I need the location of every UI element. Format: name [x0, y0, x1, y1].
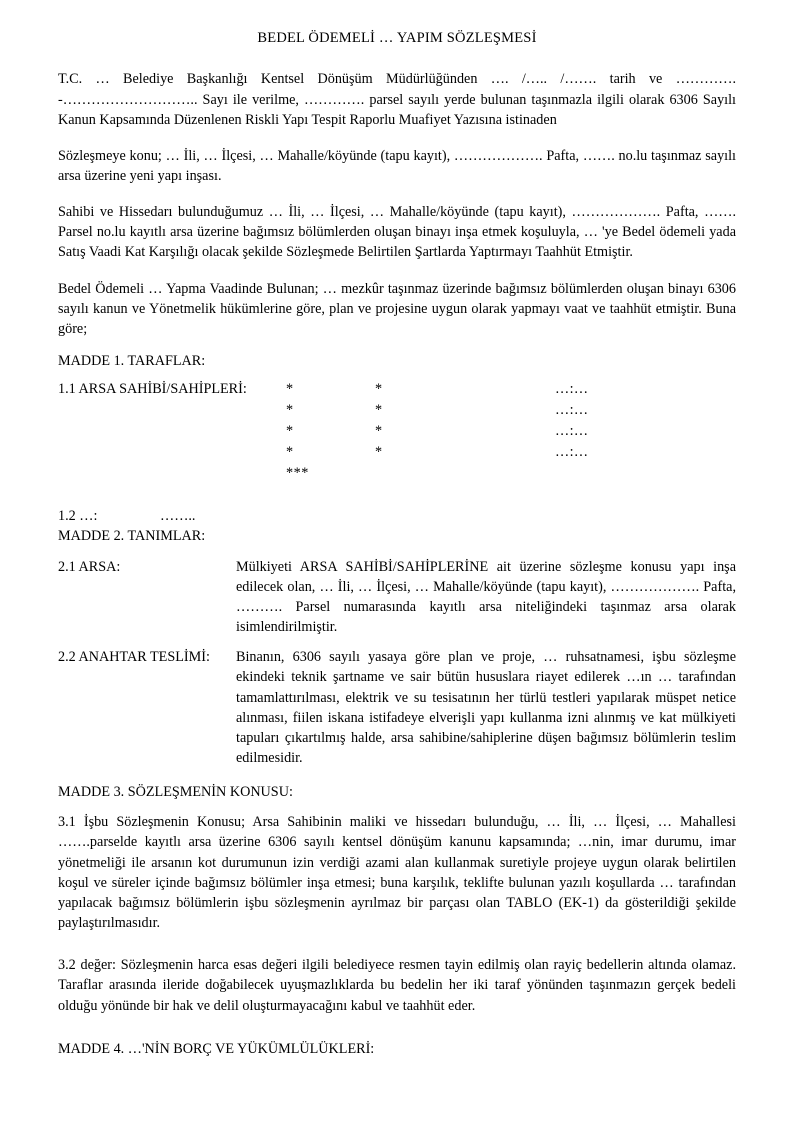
owner-share-value: …:…: [555, 381, 589, 398]
item-3-2-paragraph: 3.2 değer: Sözleşmenin harca esas değeri ilgili belediyece resmen tayin edilmiş olan rayiç bedellerin altında olamaz. Taraflar arasında ileride doğabilecek uyuşmazlıklarda bu bedelin her iki taraf yönünden taşınmazın gerçek bedeli olduğu yönünde bir hak ve delil oluşturmayacağını kabul ve taahhüt eder.: [58, 957, 736, 1014]
owner-share-value: [555, 463, 675, 484]
owner-marker-1: *: [286, 444, 294, 461]
owner-share-value: …:…: [555, 444, 589, 461]
owner-marker-2: *: [375, 444, 383, 461]
owner-marker-2: [375, 463, 555, 484]
table-row: [286, 421, 736, 442]
table-row: [286, 379, 736, 400]
owner-marker-1: *: [286, 381, 294, 398]
subject-paragraph: Sözleşmeye konu; … İli, … İlçesi, … Mahalle/köyünde (tapu kayıt), ………………. Pafta, ……. no.lu taşınmaz sayılı arsa üzerine yeni yapı inşası.: [58, 147, 736, 185]
spacer: [58, 186, 736, 202]
arsa-owners-grid: [286, 379, 736, 484]
spacer: [58, 547, 736, 557]
table-row: [286, 463, 736, 484]
promise-paragraph: Bedel Ödemeli … Yapma Vaadinde Bulunan; … mezkûr taşınmaz üzerinde bağımsız bölümlerden oluşan binayı 6306 sayılı kanun ve Yönetmelik hükümlerine göre, plan ve projesine uygun olarak yapmayı vaat ve taahhüt etmiştir. Buna göre;: [58, 280, 736, 337]
owner-marker-2: *: [375, 381, 383, 398]
definition-body: Binanın, 6306 sayılı yasaya göre plan ve proje, … ruhsatnamesi, işbu sözleşme ekindeki teknik şartname ve sair bütün hususlara riayet edilerek …ın … tarafından tamamlattırılması, elektrik ve su tesisatının her türlü testleri yapılarak müspet netice alınması, fiilen iskana istifadeye elverişli yapı kullanma izni alınmış ve kat mülkiyeti tapuları çıkartılmış halde, arsa sahibine/sahiplerine düşen bağımsız bölümlerin teslim edilmesidir.: [236, 649, 736, 766]
item-1-2-value: ……..: [160, 508, 196, 525]
spacer: [58, 802, 736, 812]
definition-row-anahtar-teslimi: [58, 647, 736, 768]
spacer: [58, 371, 736, 379]
item-3-1-paragraph: 3.1 İşbu Sözleşmenin Konusu; Arsa Sahibinin maliki ve hissedarı bulunduğu, … İli, … İlçesi, … Mahallesi …….parselde kayıtlı arsa üzerine 6306 sayılı kentsel dönüşüm kanunu kapsamında; …nin, imar durumu, imar yönetmeliği ile arsanın kot durumunun izin verdiği azami alan kullanmak suretiyle projeye uygun olarak belirtilen koşul ve süreler içinde bağımsız bölümler inşa etmesi; buna karşılık, teklifte bulunan yazılı koşullarda … tarafından yapılacak bağımsız bölümlerin işbu sözleşmenin ayrılmaz bir parçası olan TABLO (EK-1) da gösterildiği şekilde paylaştırılmasıdır.: [58, 814, 736, 932]
spacer: [58, 47, 736, 69]
spacer: [58, 637, 736, 647]
owner-marker-2: *: [375, 402, 383, 419]
owner-share-value: …:…: [555, 402, 589, 419]
madde-2-heading: MADDE 2. TANIMLAR:: [58, 528, 206, 545]
owner-marker-1: *: [286, 423, 294, 440]
spacer: [58, 768, 736, 782]
spacer: [58, 484, 736, 506]
owner-marker-2: *: [375, 423, 383, 440]
spacer: [58, 933, 736, 955]
arsa-owners-label: 1.1 ARSA SAHİBİ/SAHİPLERİ:: [58, 381, 247, 398]
definition-term: 2.2 ANAHTAR TESLİMİ:: [58, 649, 210, 666]
page-title: BEDEL ÖDEMELİ … YAPIM SÖZLEŞMESİ: [257, 30, 537, 46]
spacer: [58, 263, 736, 279]
owner-paragraph: Sahibi ve Hissedarı bulunduğumuz … İli, … İlçesi, … Mahalle/köyünde (tapu kayıt), ………………. Pafta, ……. Parsel no.lu kayıtlı arsa üzerine bağımsız bölümlerden oluşan binayı inşa etmek koşuluyla, … 'ye Bedel ödemeli yada Satış Vaadi Kat Karşılığı olacak şekilde Sözleşmede Belirtilen Şartlarda Yaptırmayı Taahhüt Etmiştir.: [58, 204, 736, 261]
madde-4-heading: MADDE 4. …'NİN BORÇ VE YÜKÜMLÜLÜKLERİ:: [58, 1041, 375, 1057]
owner-marker-1: *: [286, 402, 294, 419]
owner-share-value: …:…: [555, 423, 589, 440]
item-1-2-row: [58, 506, 736, 526]
table-row: [286, 400, 736, 421]
table-row: [286, 442, 736, 463]
owner-marker-1: ***: [286, 465, 309, 482]
spacer: [58, 339, 736, 351]
definition-body: Mülkiyeti ARSA SAHİBİ/SAHİPLERİNE ait üzerine sözleşme konusu yapı inşa edilecek olan, … İli, … İlçesi, … Mahalle/köyünde (tapu kayıt), ………………. Pafta, ………. Parsel numarasında kayıtlı arsa niteliğindeki taşınmaz arsa olarak isimlendirilmiştir.: [236, 558, 736, 636]
spacer: [58, 130, 736, 146]
arsa-owners-block: [58, 379, 736, 484]
madde-3-heading: MADDE 3. SÖZLEŞMENİN KONUSU:: [58, 784, 293, 801]
madde-1-heading: MADDE 1. TARAFLAR:: [58, 353, 206, 370]
definition-term: 2.1 ARSA:: [58, 558, 121, 575]
definition-row-arsa: [58, 557, 736, 638]
item-1-2-label: 1.2 …:: [58, 508, 98, 525]
intro-paragraph: T.C. … Belediye Başkanlığı Kentsel Dönüşüm Müdürlüğünden …. /….. /……. tarih ve …………. -……………………….. Sayı ile verilme, …………. parsel sayılı yerde bulunan taşınmazla ilgili olarak 6306 Sayılı Kanun Kapsamında Düzenlenen Riskli Yapı Tespit Raporlu Muafiyet Yazısına istinaden: [58, 71, 736, 128]
